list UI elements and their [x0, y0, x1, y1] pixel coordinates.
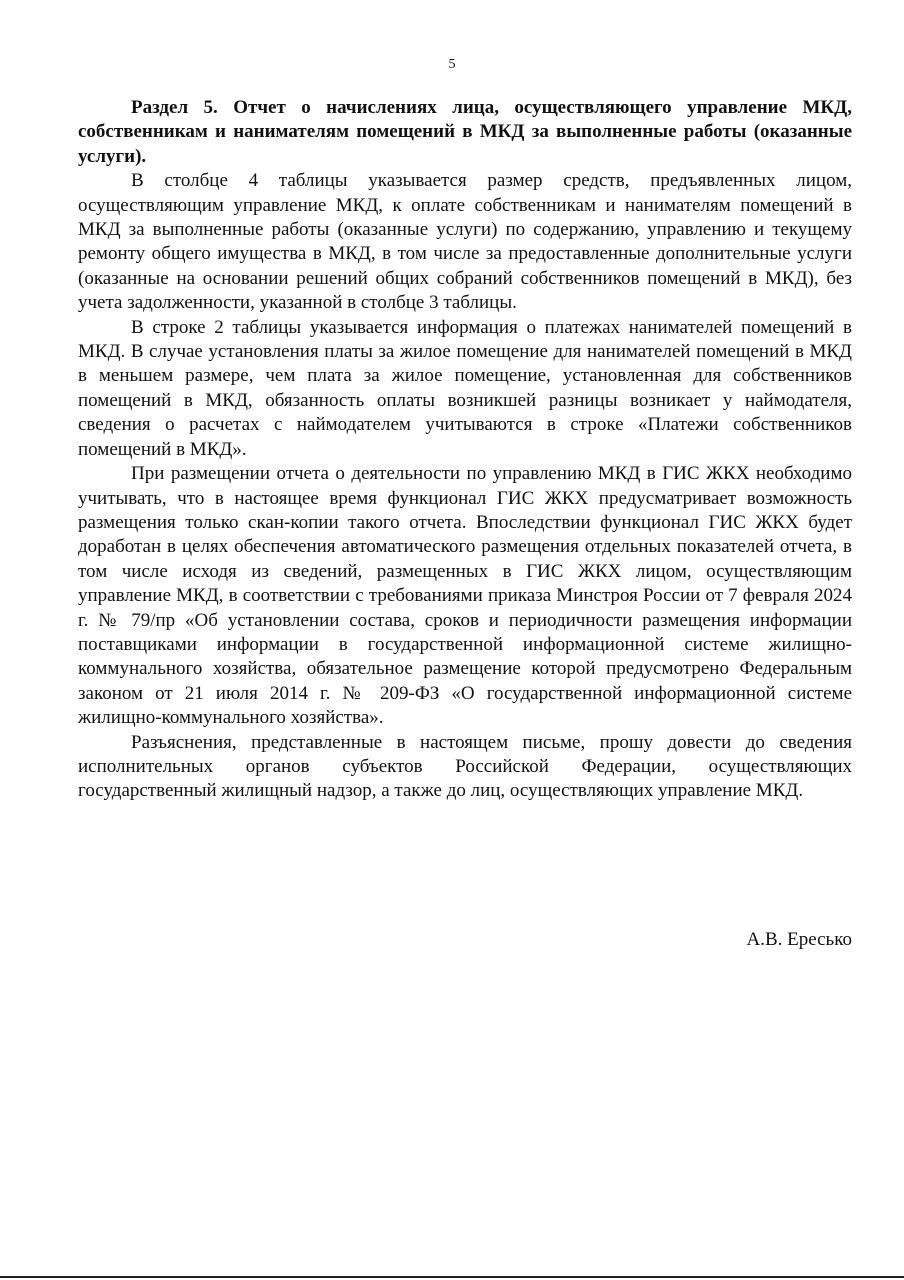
section-heading: Раздел 5. Отчет о начислениях лица, осуществляющего управление МКД, собственникам и нанимателям помещений в МКД за выполненные работы (оказанные услуги). — [78, 97, 852, 167]
paragraph-request: Разъяснения, представленные в настоящем письме, прошу довести до сведения исполнительных органов субъектов Российской Федерации, осуществляющих государственный жилищный надзор, а также до лиц, осуществляющих управление МКД. — [78, 731, 852, 802]
signature: А.В. Ересько — [746, 929, 852, 950]
page-bottom-divider — [0, 1276, 904, 1278]
paragraph-column-4: В столбце 4 таблицы указывается размер средств, предъявленных лицом, осуществляющим управление МКД, к оплате собственникам и нанимателям помещений в МКД за выполненные работы (оказанные услуги) по содержанию, управлению и текущему ремонту общего имущества в МКД, в том числе за предоставленные дополнительные услуги (оказанные на основании решений общих собраний собственников помещений в МКД), без учета задолженности, указанной в столбце 3 таблицы. — [78, 170, 852, 314]
paragraph-gis-zhkh: При размещении отчета о деятельности по управлению МКД в ГИС ЖКХ необходимо учитывать, что в настоящее время функционал ГИС ЖКХ предусматривает возможность размещения только скан-копии такого отчета. Впоследствии функционал ГИС ЖКХ будет доработан в целях обеспечения автоматического размещения отдельных показателей отчета, в том числе исходя из сведений, размещенных в ГИС ЖКХ лицом, осуществляющим управление МКД, в соответствии с требованиями приказа Минстроя России от 7 февраля 2024 г. № 79/пр «Об установлении состава, сроков и периодичности размещения информации поставщиками информации в государственной информационной системе жилищно-коммунального хозяйства, обязательное размещение которой предусмотрено Федеральным законом от 21 июля 2014 г. № 209-ФЗ «О государственной информационной системе жилищно-коммунального хозяйства». — [78, 463, 852, 729]
page-number: 5 — [448, 57, 456, 72]
document-body — [78, 96, 852, 804]
paragraph-row-2: В строке 2 таблицы указывается информация о платежах нанимателей помещений в МКД. В случае установления платы за жилое помещение для нанимателей помещений в МКД в меньшем размере, чем плата за жилое помещение, установленная для собственников помещений в МКД, обязанность оплаты возникшей разницы возникает у наймодателя, сведения о расчетах с наймодателем учитываются в строке «Платежи собственников помещений в МКД». — [78, 316, 852, 460]
